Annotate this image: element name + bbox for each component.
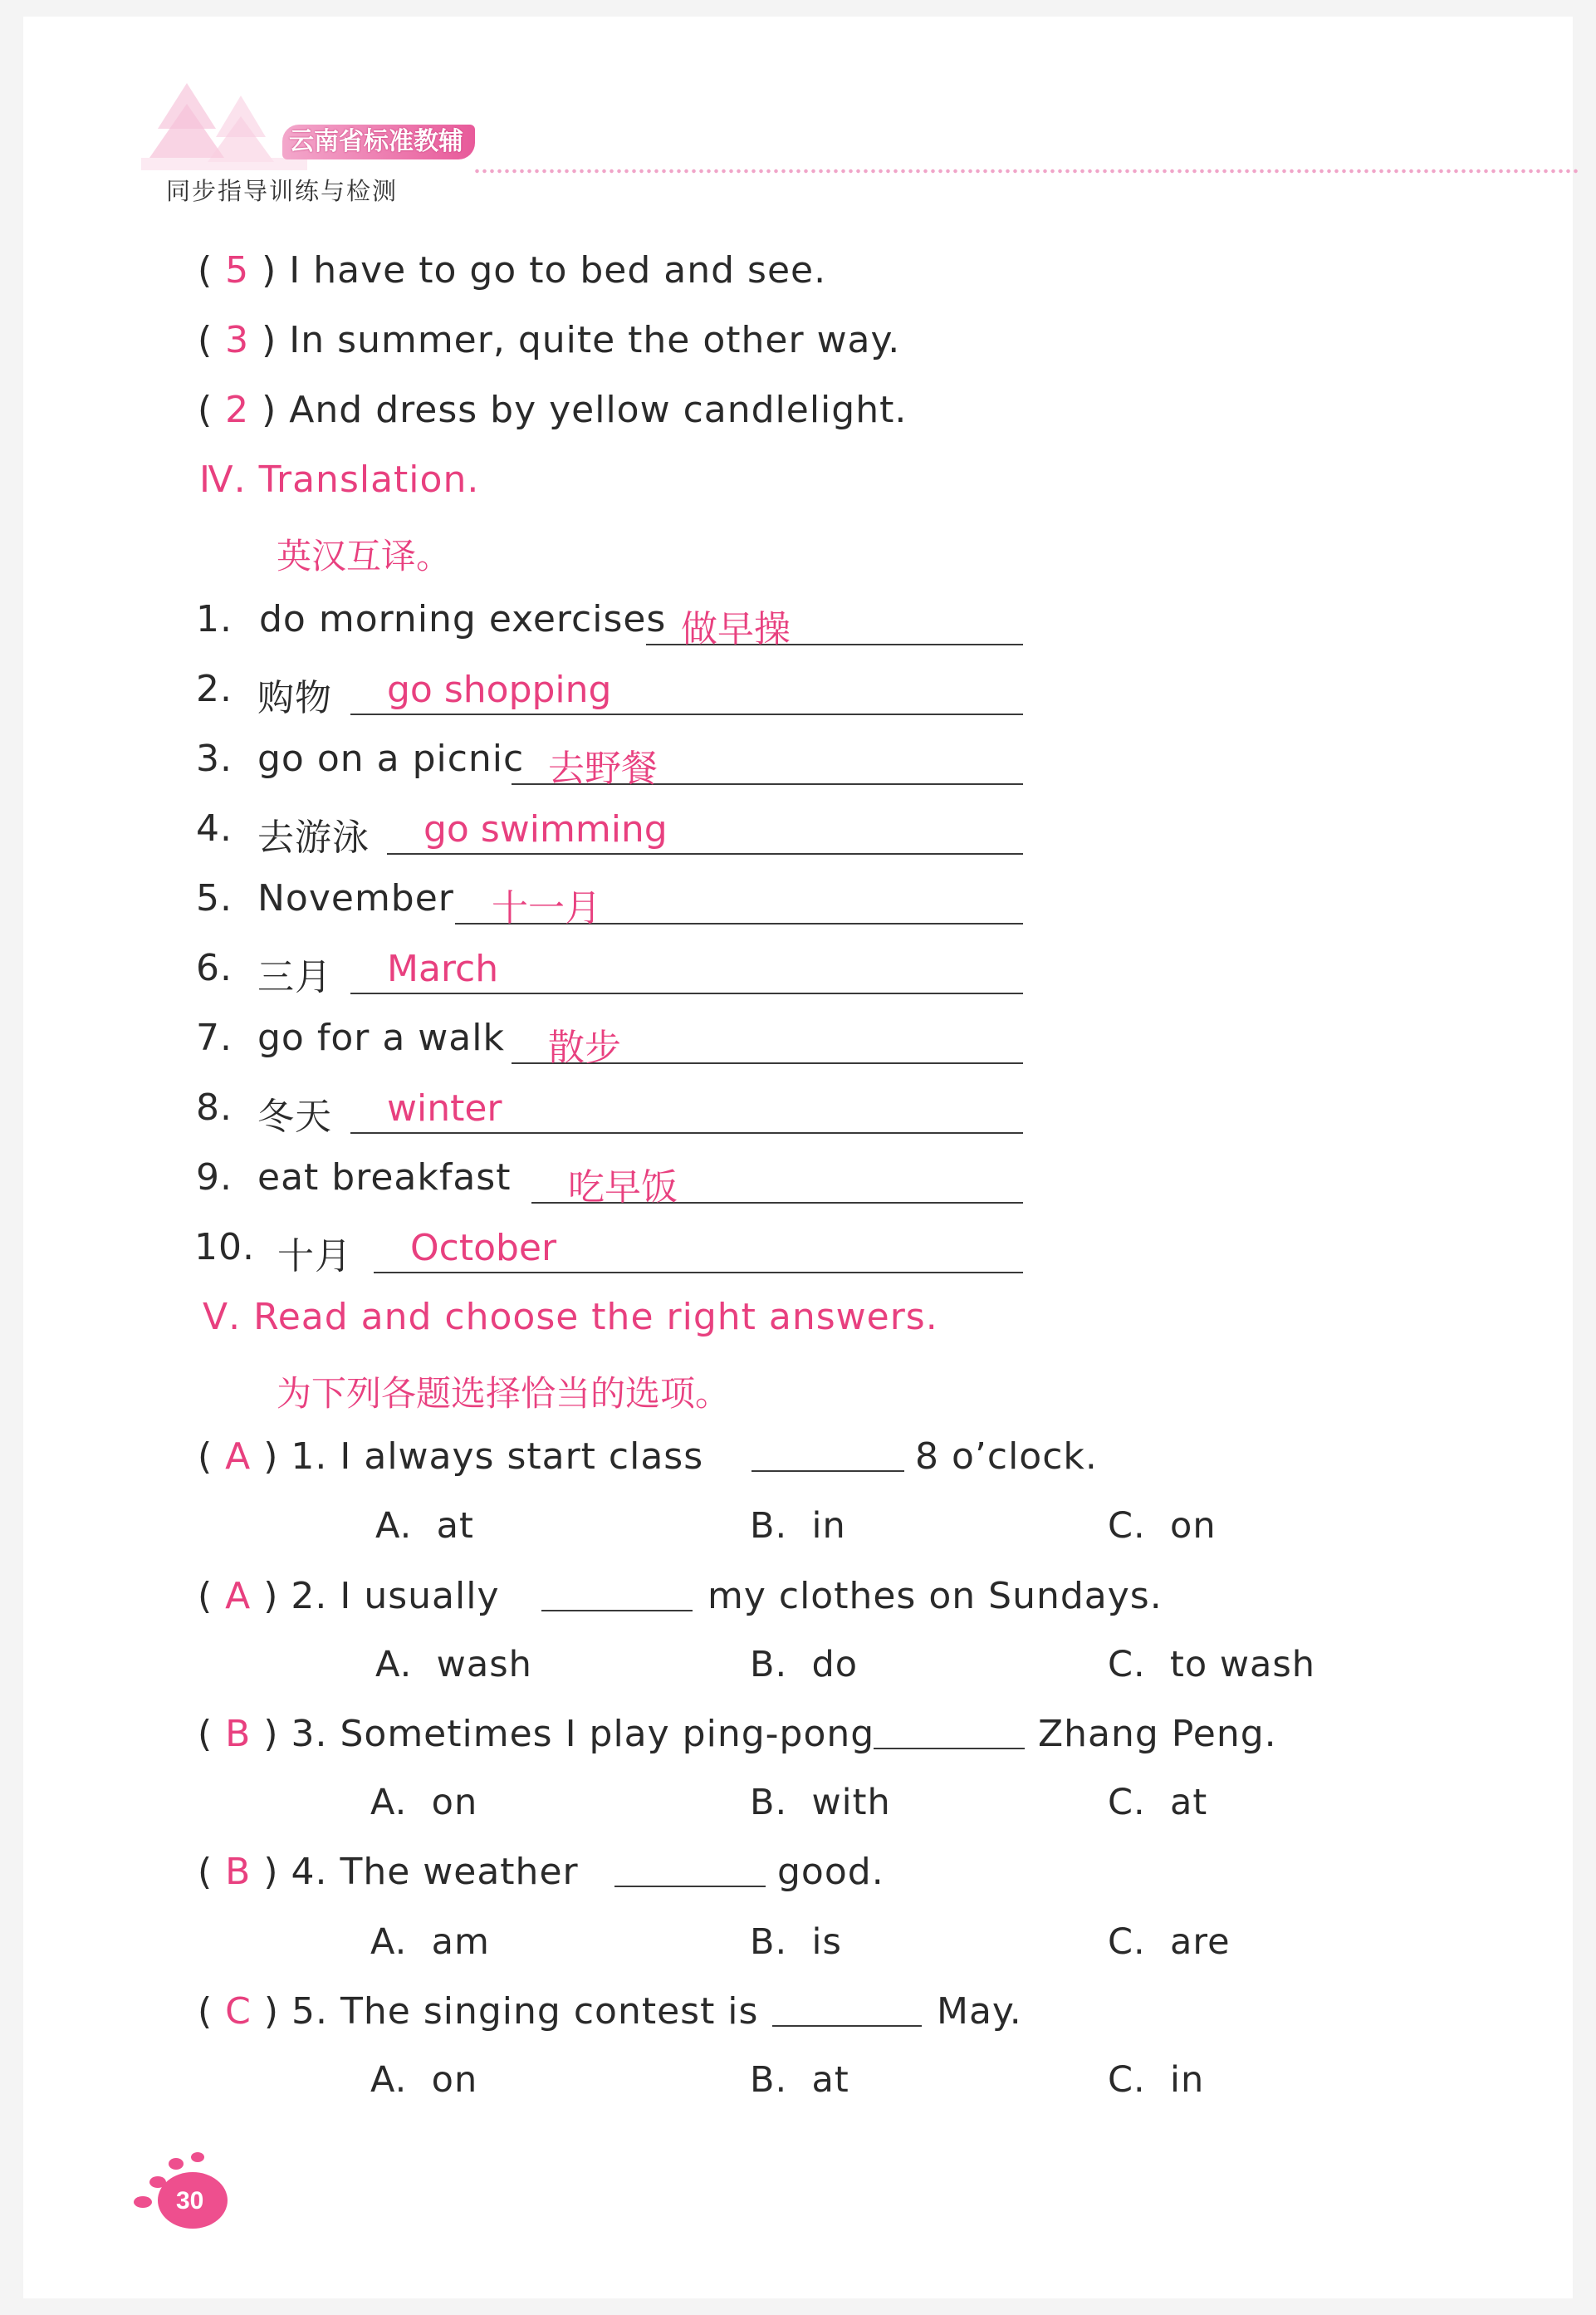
section-subtitle: 英汉互译。 — [277, 536, 452, 576]
option-c: C. to wash — [1108, 1644, 1316, 1685]
translation-answer: March — [387, 948, 499, 990]
order-text: And dress by yellow candlelight. — [289, 389, 908, 431]
question-number: 3. — [291, 1713, 328, 1755]
translation-prompt: 三月 — [257, 956, 332, 998]
option-b: B. is — [750, 1921, 842, 1963]
section-subtitle: 为下列各题选择恰当的选项。 — [277, 1373, 731, 1414]
section-heading — [203, 1296, 938, 1338]
translation-number: 8. — [196, 1086, 233, 1129]
option-c: C. at — [1108, 1782, 1208, 1823]
order-item: ( 5 ) I have to go to bed and see. — [198, 249, 827, 292]
option-a: A. on — [370, 1782, 478, 1823]
translation-answer: 做早操 — [681, 608, 791, 650]
section-numeral: Ⅳ. — [199, 459, 247, 501]
answer-blank — [751, 1470, 904, 1472]
choice-answer: A — [225, 1435, 252, 1478]
answer-blank — [614, 1886, 766, 1887]
translation-number: 10. — [194, 1226, 255, 1268]
answer-blank — [387, 853, 1023, 855]
translation-prompt: go for a walk — [257, 1017, 505, 1059]
option-a: A. wash — [375, 1644, 532, 1685]
order-text: In summer, quite the other way. — [289, 319, 901, 361]
question-text-after: my clothes on Sundays. — [707, 1575, 1163, 1617]
section-heading — [199, 459, 479, 501]
translation-answer: go swimming — [423, 808, 668, 851]
order-answer: 2 — [225, 389, 250, 431]
translation-number: 1. — [196, 598, 233, 640]
order-item: ( 2 ) And dress by yellow candlelight. — [198, 389, 908, 431]
option-b: B. at — [750, 2059, 849, 2101]
translation-answer: 十一月 — [492, 887, 601, 929]
option-a: A. am — [370, 1921, 490, 1963]
translation-answer: 散步 — [548, 1027, 621, 1069]
translation-prompt: 去游泳 — [257, 817, 370, 859]
question-line: ( A ) 1. I always start class — [198, 1435, 704, 1478]
option-b: B. in — [750, 1505, 846, 1547]
question-text-before: The weather — [340, 1851, 579, 1893]
answer-blank — [874, 1748, 1025, 1749]
question-line: ( C ) 5. The singing contest is — [198, 1990, 759, 2033]
question-text-after: 8 o’clock. — [915, 1435, 1098, 1478]
translation-prompt: go on a picnic — [257, 738, 525, 780]
question-text-before: I always start class — [340, 1435, 704, 1478]
option-c: C. on — [1108, 1505, 1217, 1547]
question-text-after: good. — [777, 1851, 884, 1893]
question-line: ( B ) 3. Sometimes I play ping-pong — [198, 1713, 875, 1755]
translation-answer: 吃早饭 — [568, 1166, 678, 1209]
choice-answer: A — [225, 1575, 252, 1617]
option-b: B. with — [750, 1782, 891, 1823]
section-numeral: Ⅴ. — [203, 1296, 242, 1338]
translation-answer: 去野餐 — [548, 748, 658, 790]
series-title: 云南省标准教辅 — [282, 125, 475, 159]
translation-number: 9. — [196, 1156, 233, 1199]
answer-blank — [374, 1272, 1023, 1273]
translation-number: 6. — [196, 947, 233, 989]
translation-number: 4. — [196, 807, 233, 850]
order-answer: 5 — [225, 249, 250, 292]
order-text: I have to go to bed and see. — [289, 249, 827, 292]
option-c: C. in — [1108, 2059, 1205, 2101]
answer-blank — [350, 714, 1023, 715]
translation-answer: winter — [387, 1087, 502, 1130]
translation-prompt: 十月 — [277, 1235, 352, 1278]
translation-number: 5. — [196, 877, 233, 920]
choice-answer: B — [225, 1851, 252, 1893]
header-dotted-rule — [473, 169, 1578, 174]
question-text-after: May. — [937, 1990, 1022, 2033]
translation-number: 7. — [196, 1017, 233, 1059]
question-text-after: Zhang Peng. — [1038, 1713, 1277, 1755]
translation-prompt: eat breakfast — [257, 1156, 512, 1199]
choice-answer: C — [225, 1990, 252, 2033]
answer-blank — [541, 1610, 693, 1611]
option-c: C. are — [1108, 1921, 1231, 1963]
translation-prompt: 冬天 — [257, 1096, 332, 1138]
translation-prompt: 购物 — [257, 677, 332, 719]
book-subtitle: 同步指导训练与检测 — [166, 177, 399, 205]
page-number: 30 — [176, 2187, 204, 2214]
translation-number: 3. — [196, 738, 233, 780]
section-title: Translation. — [258, 459, 480, 501]
question-number: 1. — [291, 1435, 328, 1478]
option-b: B. do — [750, 1644, 859, 1685]
translation-answer: October — [410, 1227, 557, 1269]
translation-prompt: November — [257, 877, 454, 920]
translation-prompt: do morning exercises — [259, 598, 667, 640]
answer-blank — [350, 993, 1023, 994]
question-number: 2. — [291, 1575, 328, 1617]
question-line: ( A ) 2. I usually — [198, 1575, 500, 1617]
choice-answer: B — [225, 1713, 252, 1755]
question-text-before: Sometimes I play ping-pong — [340, 1713, 875, 1755]
page-number-badge — [125, 2147, 257, 2239]
translation-number: 2. — [196, 668, 233, 710]
order-item: ( 3 ) In summer, quite the other way. — [198, 319, 901, 361]
answer-blank — [350, 1132, 1023, 1134]
question-text-before: The singing contest is — [340, 1990, 759, 2033]
question-text-before: I usually — [340, 1575, 500, 1617]
translation-answer: go shopping — [387, 669, 612, 711]
option-a: A. on — [370, 2059, 478, 2101]
order-answer: 3 — [225, 319, 250, 361]
option-a: A. at — [375, 1505, 474, 1547]
section-title: Read and choose the right answers. — [253, 1296, 938, 1338]
answer-blank — [772, 2025, 922, 2027]
question-number: 4. — [291, 1851, 328, 1893]
question-number: 5. — [291, 1990, 329, 2033]
question-line: ( B ) 4. The weather — [198, 1851, 579, 1893]
